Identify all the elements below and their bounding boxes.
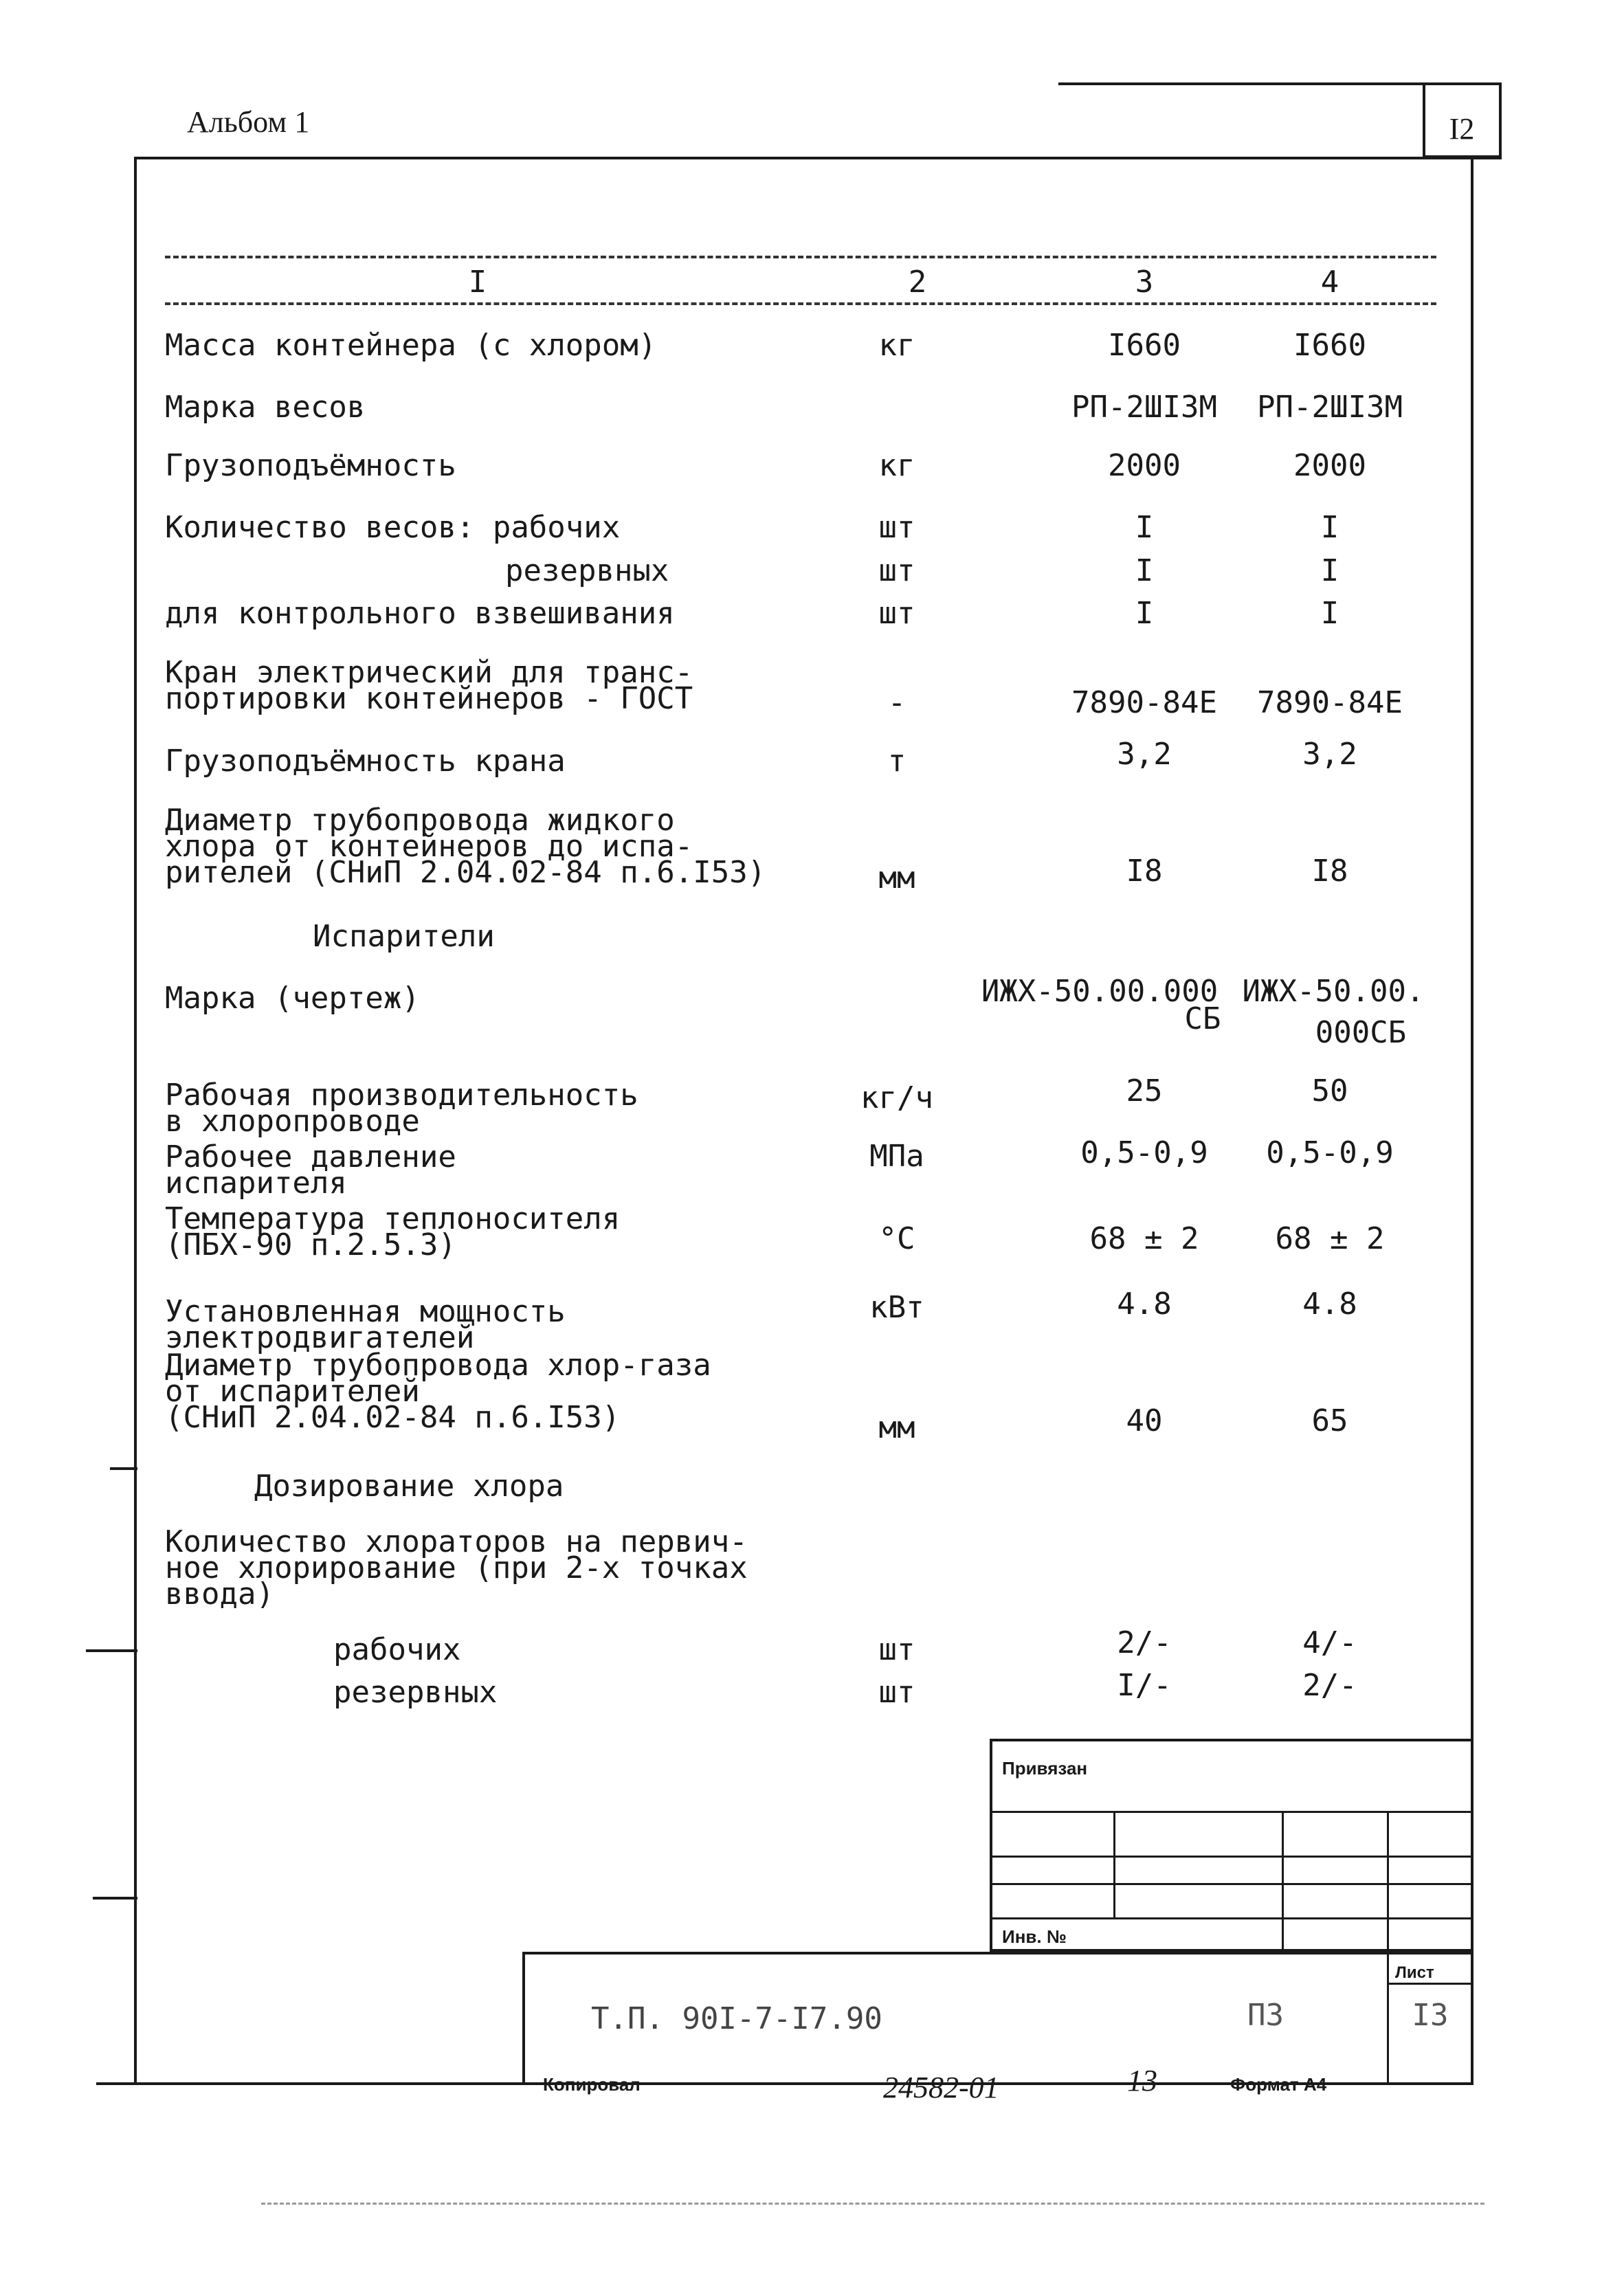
row-unit: шт	[878, 553, 915, 588]
row-col3: РП-2ШI3М	[1071, 390, 1217, 425]
row-label: Грузоподъёмность крана	[165, 744, 566, 779]
row-label: Рабочее давление испарителя	[165, 1139, 456, 1201]
section-evaporators: Испарители	[313, 919, 495, 954]
title-block-divider	[1387, 1952, 1389, 2082]
row-col4-line2: 000СБ	[1315, 1015, 1407, 1050]
privyazan-label: Привязан	[1002, 1758, 1088, 1779]
row-col4: 4/-	[1302, 1625, 1357, 1660]
margin-tick	[110, 1467, 137, 1470]
bottom-cut-line	[261, 2203, 1484, 2205]
row-col4: I660	[1293, 328, 1366, 363]
row-col3: 2/-	[1117, 1625, 1172, 1660]
privyazan-rule	[990, 1917, 1473, 1919]
row-label: Марка весов	[165, 390, 366, 425]
row-label: для контрольного взвешивания	[165, 596, 675, 631]
row-col4: 2000	[1293, 448, 1366, 483]
privyazan-rule	[990, 1856, 1473, 1858]
section-dosing: Дозирование хлора	[254, 1469, 564, 1504]
row-label: Марка (чертеж)	[165, 981, 420, 1016]
row-label: Масса контейнера (с хлором)	[165, 328, 657, 363]
privyazan-divider	[1282, 1811, 1284, 1952]
row-unit: мм	[878, 1410, 915, 1445]
column-header-3: 3	[1135, 265, 1154, 300]
inv-no-label: Инв. №	[1002, 1926, 1067, 1947]
row-col3: I/-	[1117, 1668, 1172, 1703]
row-col3: 3,2	[1117, 737, 1172, 772]
row-col3: 4.8	[1117, 1287, 1172, 1322]
frame-top-right	[1058, 82, 1426, 85]
page-number: 13	[1127, 2064, 1157, 2097]
sheet-mark: ПЗ	[1247, 1998, 1284, 2033]
row-label: Диаметр трубопровода жидкого хлора от контейнеров до испа- рителей (СНиП 2.04.02-84 п.6.I53)	[165, 803, 766, 890]
row-label: резервных	[505, 553, 669, 588]
row-col4: РП-2ШI3М	[1257, 390, 1403, 425]
row-label: Диаметр трубопровода хлор-газа от испарителей (СНиП 2.04.02-84 п.6.I53)	[165, 1348, 711, 1435]
row-label: Установленная мощность электродвигателей	[165, 1294, 566, 1355]
row-label: Температура теплоносителя (ПБХ-90 п.2.5.3)	[165, 1201, 621, 1262]
row-col3: 40	[1126, 1403, 1163, 1438]
row-col4: 7890-84Е	[1257, 685, 1403, 720]
row-unit: кг	[878, 448, 915, 483]
row-unit: кВт	[869, 1290, 924, 1325]
privyazan-rule	[990, 1883, 1473, 1885]
privyazan-divider	[1113, 1811, 1115, 1917]
row-label: Кран электрический для транс- портировки контейнеров - ГОСТ	[165, 655, 693, 716]
copied-label: Копировал	[543, 2074, 641, 2095]
sheet-number: I3	[1412, 1998, 1449, 2033]
row-unit: шт	[878, 1632, 915, 1667]
row-col3: 68 ± 2	[1089, 1221, 1199, 1256]
column-header-2: 2	[908, 265, 927, 300]
row-label: резервных	[333, 1675, 498, 1710]
column-header-4: 4	[1320, 265, 1339, 300]
row-unit: шт	[878, 1675, 915, 1710]
row-unit: шт	[878, 596, 915, 631]
frame-top	[134, 157, 1502, 159]
row-col3-line2: СБ	[1184, 1001, 1221, 1036]
row-col3: I	[1135, 596, 1154, 631]
list-label: Лист	[1395, 1963, 1434, 1982]
row-col4: I8	[1311, 854, 1348, 889]
header-dash-bottom	[165, 302, 1436, 305]
album-label: Альбом 1	[187, 105, 310, 139]
margin-tick	[93, 1897, 137, 1900]
row-col3: I	[1135, 553, 1154, 588]
doc-code: Т.П. 90I-7-I7.90	[591, 2001, 882, 2036]
row-col4: 3,2	[1302, 737, 1357, 772]
row-col4: 68 ± 2	[1275, 1221, 1385, 1256]
corner-page-number: I2	[1449, 112, 1475, 146]
row-label: Количество хлораторов на первич- ное хлорирование (при 2-х точках ввода)	[165, 1524, 748, 1612]
row-col4: 65	[1311, 1403, 1348, 1438]
row-unit: т	[887, 744, 906, 779]
row-col3: 7890-84Е	[1071, 685, 1217, 720]
row-col4: I	[1320, 596, 1339, 631]
row-label: Грузоподъёмность	[165, 448, 456, 483]
format-label: Формат А4	[1230, 2074, 1327, 2095]
row-col4: I	[1320, 553, 1339, 588]
archive-number: 24582-01	[883, 2071, 999, 2104]
privyazan-rule	[990, 1811, 1473, 1813]
row-unit: шт	[878, 510, 915, 545]
row-col4: I	[1320, 510, 1339, 545]
row-col4: 0,5-0,9	[1266, 1135, 1394, 1170]
row-col4: 4.8	[1302, 1287, 1357, 1322]
header-dash-top	[165, 256, 1436, 258]
row-col3: 2000	[1108, 448, 1181, 483]
row-col3: I8	[1126, 854, 1163, 889]
row-col3: I660	[1108, 328, 1181, 363]
margin-tick	[86, 1649, 137, 1652]
row-col4: 50	[1311, 1073, 1348, 1109]
row-col3: 0,5-0,9	[1080, 1135, 1208, 1170]
row-col4-line1: ИЖХ-50.00.	[1242, 974, 1425, 1009]
row-col3: I	[1135, 510, 1154, 545]
row-label: рабочих	[333, 1632, 461, 1667]
row-col3: 25	[1126, 1073, 1163, 1109]
row-unit: -	[887, 685, 906, 720]
row-col3-line1: ИЖХ-50.00.000	[981, 974, 1219, 1009]
row-unit: МПа	[869, 1139, 924, 1174]
row-col4: 2/-	[1302, 1668, 1357, 1703]
column-header-1: I	[468, 265, 487, 300]
row-unit: кг	[878, 328, 915, 363]
row-label: Рабочая производительность в хлоропроводе	[165, 1078, 638, 1139]
row-unit: мм	[878, 860, 915, 895]
privyazan-divider	[1387, 1811, 1389, 1952]
row-label: Количество весов: рабочих	[165, 510, 621, 545]
row-unit: кг/ч	[860, 1080, 933, 1115]
row-unit: °С	[878, 1221, 915, 1256]
frame-left	[134, 157, 137, 2084]
